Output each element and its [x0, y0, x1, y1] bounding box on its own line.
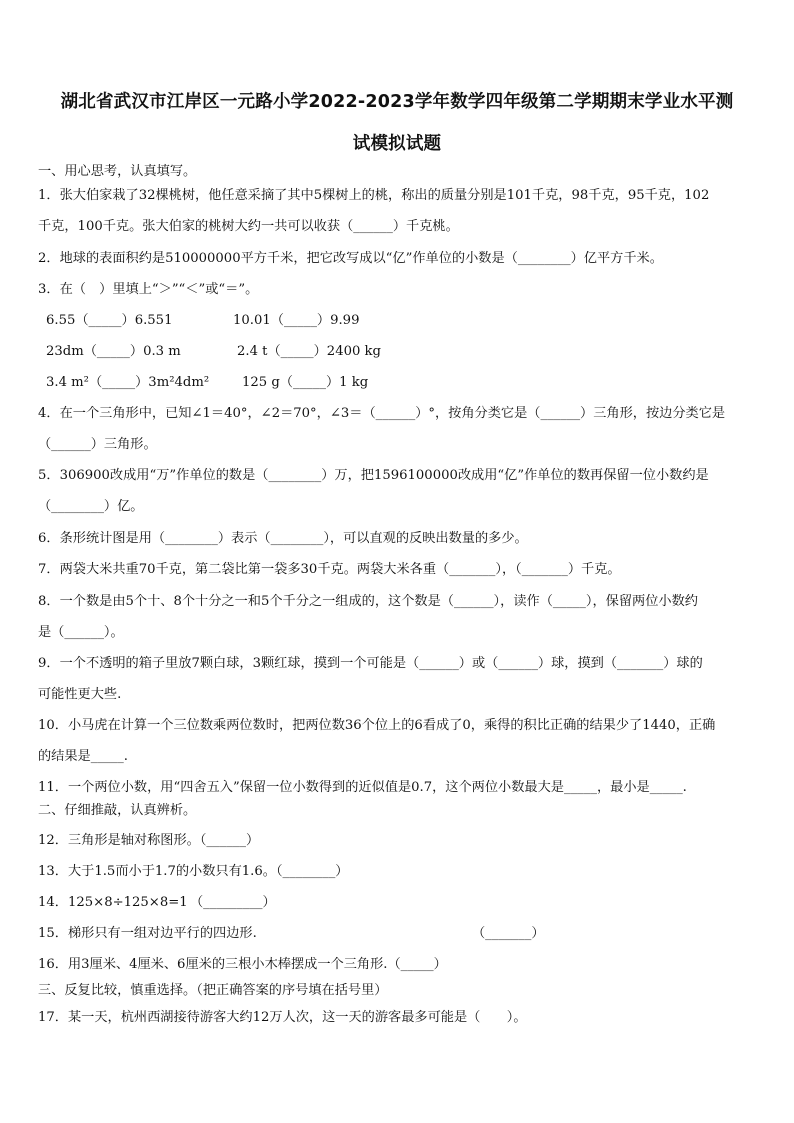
question-8-line1: 8．一个数是由5个十、8个十分之一和5个千分之一组成的，这个数是（______），读作（_____），保留两位小数约	[38, 594, 698, 609]
question-5-line2: （________）亿。	[38, 499, 144, 514]
exam-title-line1: 湖北省武汉市江岸区一元路小学2022-2023学年数学四年级第二学期期末学业水平测	[60, 92, 734, 112]
question-10-line2: 的结果是_____.	[38, 749, 128, 764]
question-4-line1: 4．在一个三角形中，已知∠1＝40°，∠2＝70°，∠3＝（______）°，按角分类它是（______）三角形，按边分类它是	[38, 406, 726, 421]
question-9-line1: 9．一个不透明的箱子里放7颗白球，3颗红球，摸到一个可能是（______）或（______）球，摸到（_______）球的	[38, 656, 703, 671]
question-13: 13．大于1.5而小于1.7的小数只有1.6。（________）	[38, 864, 349, 879]
question-12: 12．三角形是轴对称图形。（______）	[38, 833, 260, 848]
question-14-answer: （_________）	[190, 895, 276, 910]
question-3-item-1: 6.55（_____）6.551	[46, 313, 173, 328]
question-3-item-2: 10.01（_____）9.99	[233, 313, 360, 328]
question-3: 3．在（ ）里填上“＞”“＜”或“＝”。	[38, 282, 259, 297]
question-5-line1: 5．306900改成用“万”作单位的数是（________）万，把1596100000改成用“亿”作单位的数再保留一位小数约是	[38, 468, 709, 483]
question-9-line2: 可能性更大些.	[38, 687, 122, 702]
question-2: 2．地球的表面积约是510000000平方千米，把它改写成以“亿”作单位的小数是（________）亿平方千米。	[38, 251, 663, 266]
question-1-line1: 1．张大伯家栽了32棵桃树，他任意采摘了其中5棵树上的桃，称出的质量分别是101千克，98千克，95千克，102	[38, 188, 710, 203]
question-10-line1: 10．小马虎在计算一个三位数乘两位数时，把两位数36个位上的6看成了0，乘得的积比正确的结果少了1440，正确	[38, 718, 716, 733]
section-heading-2: 二、仔细推敲，认真辨析。	[38, 803, 197, 818]
question-8-line2: 是（______）。	[38, 625, 124, 640]
question-6: 6．条形统计图是用（________）表示（________），可以直观的反映出数量的多少。	[38, 531, 528, 546]
question-14: 14．125×8÷125×8=1	[38, 895, 188, 910]
question-7: 7．两袋大米共重70千克，第二袋比第一袋多30千克。两袋大米各重（_______），（_______）千克。	[38, 562, 621, 577]
question-3-item-5: 3.4 m²（_____）3m²4dm²	[46, 375, 210, 390]
exam-title-line2: 试模拟试题	[352, 134, 442, 154]
question-11: 11．一个两位小数，用“四舍五入”保留一位小数得到的近似值是0.7，这个两位小数最大是_____，最小是_____.	[38, 780, 687, 795]
section-heading-3: 三、反复比较，慎重选择。（把正确答案的序号填在括号里）	[38, 983, 388, 998]
question-1-line2: 千克，100千克。张大伯家的桃树大约一共可以收获（______）千克桃。	[38, 219, 459, 234]
question-3-item-6: 125 g（_____）1 kg	[242, 375, 369, 390]
question-17: 17．某一天，杭州西湖接待游客大约12万人次，这一天的游客最多可能是（ ）。	[38, 1010, 527, 1025]
question-3-item-4: 2.4 t（_____）2400 kg	[237, 344, 381, 359]
question-4-line2: （______）三角形。	[38, 437, 157, 452]
section-heading-1: 一、用心思考，认真填写。	[38, 164, 197, 179]
question-3-item-3: 23dm（_____）0.3 m	[46, 344, 181, 359]
question-15: 15．梯形只有一组对边平行的四边形.	[38, 926, 257, 941]
question-15-answer: （_______）	[472, 926, 545, 941]
question-16: 16．用3厘米、4厘米、6厘米的三根小木棒摆成一个三角形.（_____）	[38, 957, 447, 972]
